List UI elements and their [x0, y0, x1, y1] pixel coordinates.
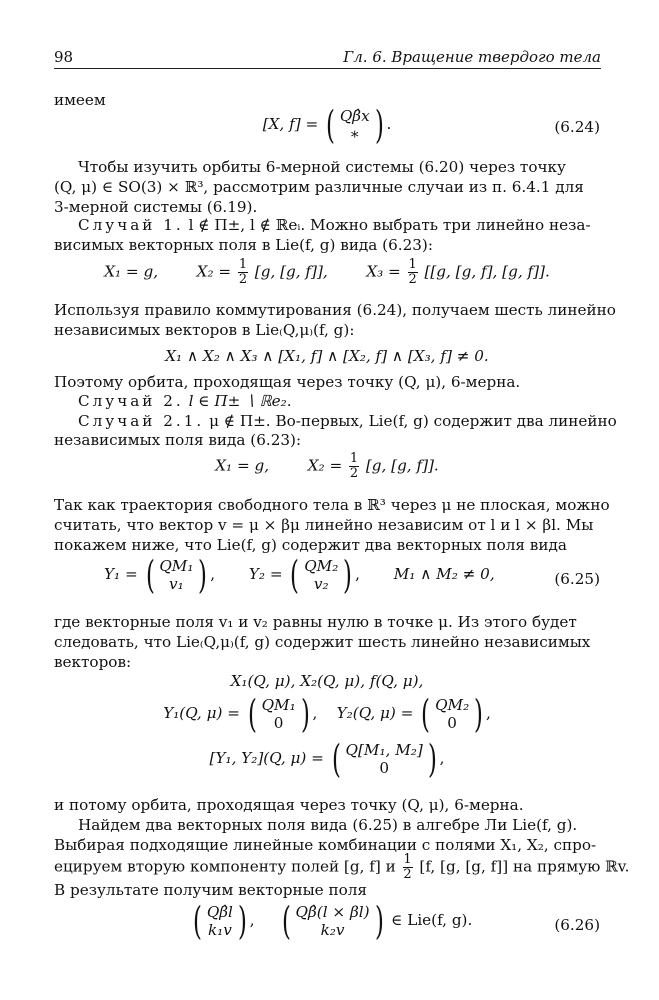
- text-part: ецируем вторую компоненту полей [g, f] и: [54, 857, 396, 876]
- equation-x123: [54, 258, 600, 287]
- equation-row-2: Y₁(Q, μ) = ( QM₁ 0 ) , Y₂(Q, μ) = ( QM₂ 0 ) ,: [163, 692, 491, 736]
- equation-6-25: Y₁ = ( QM₁ v₁ ) , Y₂ = ( QM₂ v₂ ) , M₁ ∧ M₂ ≠ 0,: [104, 553, 495, 597]
- text-line: считать, что вектор v = μ × βμ линейно независим от l и l × βl. Мы: [54, 516, 594, 534]
- eq-lhs: [X, f] =: [262, 115, 319, 133]
- text-line: где векторные поля v₁ и v₂ равны нулю в точке μ. Из этого будет: [54, 613, 577, 631]
- eq-part: X₁ ∧ X₂ ∧ X₃ ∧ [X₁, f] ∧ [X₂, f] ∧ [X₃, f] ≠ 0.: [165, 347, 489, 365]
- vec-top: Q[M₁, M₂]: [345, 741, 423, 759]
- text-line: Чтобы изучить орбиты 6-мерной системы (6.20) через точку: [78, 158, 566, 176]
- eq-part: X₁ = g,: [104, 262, 159, 281]
- vec-top: Qβ̂l: [206, 903, 233, 921]
- text-line: Поэтому орбита, проходящая через точку (Q, μ), 6-мерна.: [54, 373, 521, 391]
- text-line: висимых векторных поля в Lie(f, g) вида (6.23):: [54, 236, 433, 254]
- frac-num: 1: [403, 852, 412, 867]
- vec-top: QM₁: [159, 557, 194, 575]
- text-line: [54, 215, 600, 235]
- eq-part: [Y₁, Y₂](Q, μ) =: [209, 749, 324, 767]
- text-line: независимых векторов в Lie₍Q,μ₎(f, g):: [54, 321, 355, 339]
- frac-num: 1: [238, 257, 248, 272]
- vec-bottom: 0: [447, 714, 457, 732]
- vec-bottom: ∗: [349, 125, 360, 143]
- chapter-title: Гл. 6. Вращение твердого тела: [343, 48, 601, 66]
- column-vector: ( QM₂ 0 ): [421, 692, 484, 736]
- case-text: μ ∉ Π±. Во-первых, Lie(f, g) содержит два линейно: [209, 412, 617, 430]
- text-line: следовать, что Lie₍Q,μ₎(f, g) содержит шесть линейно независимых: [54, 633, 591, 651]
- eq-part: X₂ =: [196, 262, 232, 281]
- vec-top: QM₁: [261, 696, 296, 714]
- frac-den: 2: [408, 272, 417, 287]
- text-line: [54, 852, 630, 882]
- column-vector: ( Qβ̂x ∗ ): [325, 103, 384, 147]
- frac-num: 1: [408, 257, 417, 272]
- column-vector: ( QM₁ v₁ ): [145, 553, 208, 597]
- eq-part: Y₂(Q, μ) =: [336, 704, 414, 722]
- page-number: 98: [54, 48, 74, 66]
- eq-part: X₁ = g,: [215, 456, 270, 475]
- text-line: покажем ниже, что Lie(f, g) содержит два векторных поля вида: [54, 536, 567, 554]
- eq-part: X₃ =: [366, 262, 401, 281]
- fraction: [408, 258, 418, 287]
- vec-top: Qβ̂x: [339, 107, 370, 125]
- column-vector: ( QM₂ v₂ ): [290, 553, 353, 597]
- text-line: 3-мерной системы (6.19).: [54, 198, 258, 216]
- running-header: [54, 46, 601, 69]
- vec-bottom: v₂: [313, 575, 329, 593]
- vec-bottom: 0: [273, 714, 284, 732]
- text-line: [54, 391, 600, 411]
- equation-number: (6.24): [554, 118, 600, 136]
- vec-bottom: k₁v: [207, 921, 232, 939]
- equation-x12: [54, 452, 600, 481]
- vec-bottom: v₁: [169, 575, 184, 593]
- eq-part: [g, [g, f]].: [365, 456, 439, 475]
- frac-den: 2: [349, 466, 359, 481]
- equation-6-26: ( Qβ̂l k₁v ) , ( Qβ̂(l × βl) k₂v ) ∈ Lie(f, g).: [54, 902, 600, 940]
- text-line: Выбирая подходящие линейные комбинации с полями X₁, X₂, спро-: [54, 836, 597, 854]
- eq-part: X₂ =: [307, 456, 343, 475]
- eq-part: X₁(Q, μ), X₂(Q, μ), f(Q, μ),: [230, 672, 424, 690]
- text-part: [f, [g, [g, f]] на прямую ℝv.: [419, 857, 630, 876]
- equation-row-3: [Y₁, Y₂](Q, μ) = ( Q[M₁, M₂] 0 ) ,: [209, 737, 445, 781]
- text-line: и потому орбита, проходящая через точку (Q, μ), 6-мерна.: [54, 796, 524, 814]
- equation-number: (6.26): [554, 916, 600, 934]
- case-text: l ∈ Π± ∖ ℝe₂.: [188, 392, 292, 410]
- fraction: [238, 258, 248, 287]
- text-line: Используя правило коммутирования (6.24), получаем шесть линейно: [54, 301, 616, 319]
- fraction: [349, 452, 359, 481]
- fraction: [403, 853, 413, 882]
- equation-number: (6.25): [554, 570, 600, 588]
- column-vector: ( Qβ̂(l × βl) k₂v ): [281, 899, 384, 943]
- text-line: В результате получим векторные поля: [54, 881, 367, 899]
- equation-row-1: [54, 672, 600, 690]
- text-line: (Q, μ) ∈ SO(3) × ℝ³, рассмотрим различные случаи из п. 6.4.1 для: [54, 178, 584, 196]
- vec-top: Qβ̂(l × βl): [295, 903, 370, 921]
- equation-wedge: [54, 347, 600, 365]
- vec-bottom: 0: [379, 759, 389, 777]
- case-text: l ∉ Π±, l ∉ ℝeᵢ. Можно выбрать три линейно неза-: [188, 216, 591, 234]
- frac-num: 1: [349, 451, 359, 466]
- eq-part: Y₂ =: [248, 565, 283, 583]
- vec-top: QM₂: [435, 696, 470, 714]
- frac-den: 2: [238, 272, 248, 287]
- case-label: Случай 2.1.: [78, 412, 205, 430]
- eq-part: [g, [g, f]],: [254, 262, 328, 281]
- case-label: Случай 1.: [78, 216, 184, 234]
- text-line: векторов:: [54, 653, 132, 671]
- text-line: независимых поля вида (6.23):: [54, 431, 302, 449]
- text-line: имеем: [54, 91, 106, 109]
- frac-den: 2: [403, 867, 412, 882]
- text-line: [54, 411, 617, 431]
- text-line: Найдем два векторных поля вида (6.25) в алгебре Ли Lie(f, g).: [78, 816, 578, 834]
- eq-part: M₁ ∧ M₂ ≠ 0,: [393, 565, 495, 583]
- text-line: Так как траектория свободного тела в ℝ³ через μ не плоская, можно: [54, 496, 610, 514]
- case-label: Случай 2.: [78, 392, 184, 410]
- equation-6-24: [X, f] = ( Qβ̂x ∗ ) .: [262, 103, 392, 147]
- eq-part: [[g, [g, f], [g, f]].: [424, 262, 550, 281]
- column-vector: ( Q[M₁, M₂] 0 ): [331, 737, 437, 781]
- column-vector: ( QM₁ 0 ): [247, 692, 310, 736]
- eq-part: ∈ Lie(f, g).: [391, 911, 473, 929]
- vec-bottom: k₂v: [320, 921, 345, 939]
- eq-part: Y₁ =: [104, 565, 138, 583]
- vec-top: QM₂: [304, 557, 339, 575]
- column-vector: ( Qβ̂l k₁v ): [192, 899, 247, 943]
- eq-part: Y₁(Q, μ) =: [163, 704, 240, 722]
